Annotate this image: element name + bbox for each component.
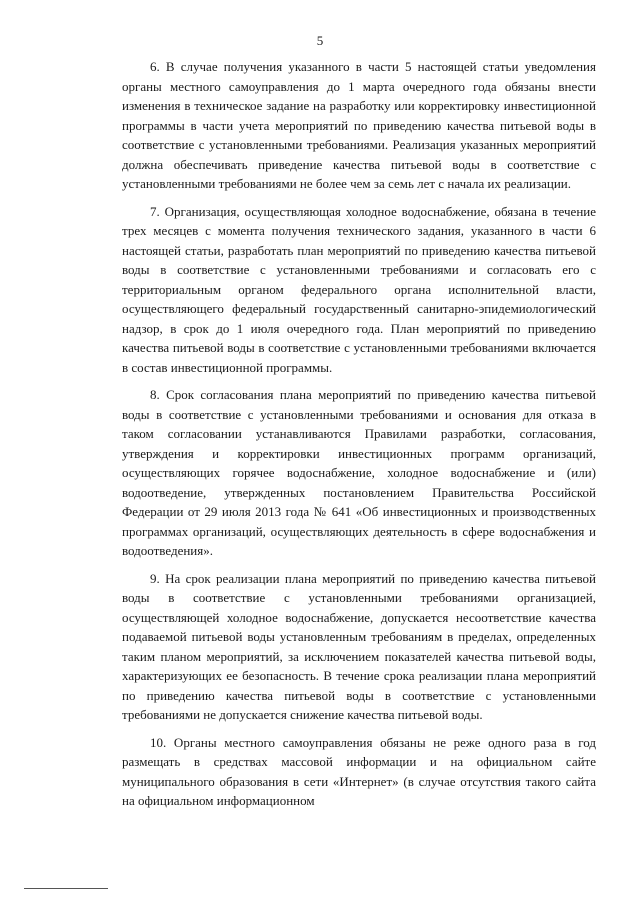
page-number: 5	[316, 33, 324, 48]
footer-divider	[24, 888, 108, 889]
paragraph-6: 6. В случае получения указанного в части 5 настоящей статьи уведомления органы местного самоуправления до 1 марта очередного года обязаны внести изменения в техническое задание на разработку или корректировку инвестиционной программы в части учета мероприятий по приведению качества питьевой воды в соответствие с установленными требованиями. Реализация указанных мероприятий должна обеспечивать приведение качества питьевой воды в соответствие с установленными требованиями не более чем за семь лет с начала их реализации.	[122, 59, 596, 191]
paragraph-9: 9. На срок реализации плана мероприятий по приведению качества питьевой воды в соответствие с установленными требованиями организацией, осуществляющей холодное водоснабжение, допускается несоответствие качества подаваемой питьевой воды установленным требованиям в пределах, определенных таким планом мероприятий, за исключением показателей качества питьевой воды, характеризующих ее безопасность. В течение срока реализации плана мероприятий по приведению качества питьевой воды в соответствие с установленными требованиями не допускается снижение качества питьевой воды.	[122, 570, 596, 722]
paragraph-7: 7. Организация, осуществляющая холодное водоснабжение, обязана в течение трех месяцев с момента получения технического задания, указанного в части 6 настоящей статьи, разработать план мероприятий по приведению качества питьевой воды в соответствие с установленными требованиями и согласовать его с территориальным органом федерального органа исполнительной власти, осуществляющего федеральный государственный санитарно-эпидемиологический надзор, в срок до 1 июля очередного года. План мероприятий по приведению качества питьевой воды в соответствие с установленными требованиями включается в состав инвестиционной программы.	[122, 203, 596, 375]
paragraph-10: 10. Органы местного самоуправления обязаны не реже одного раза в год размещать в средствах массовой информации и на официальном сайте муниципального образования в сети «Интернет» (в случае отсутствия такого сайта на официальном информационном	[122, 734, 596, 808]
document-body	[122, 57, 596, 819]
paragraph-8: 8. Срок согласования плана мероприятий по приведению качества питьевой воды в соответствие с установленными требованиями и основания для отказа в таком согласовании устанавливаются Правилами разработки, согласования, утверждения и корректировки инвестиционных программ организаций, осуществляющих горячее водоснабжение, холодное водоснабжение и (или) водоотведение, утвержденных постановлением Правительства Российской Федерации от 29 июля 2013 года № 641 «Об инвестиционных и производственных программах организаций, осуществляющих деятельность в сфере водоснабжения и водоотведения».	[122, 387, 596, 558]
